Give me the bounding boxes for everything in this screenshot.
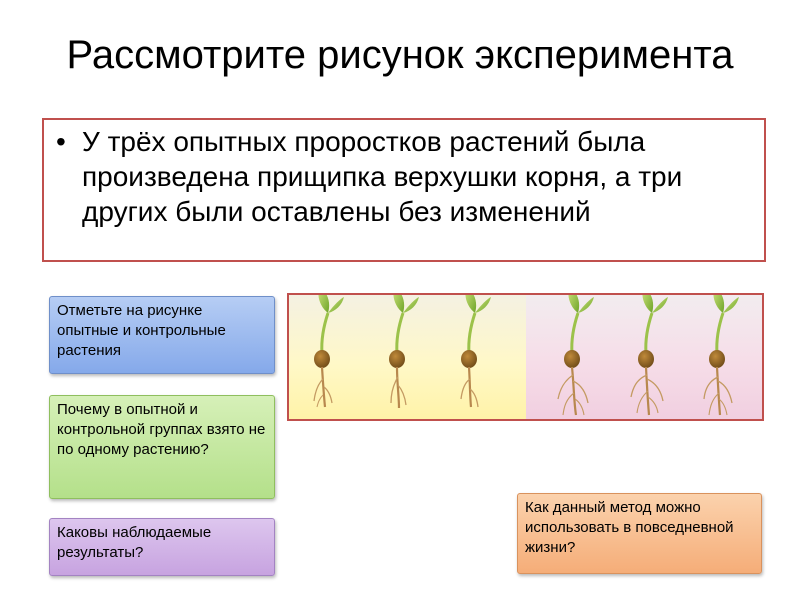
bullet-text: У трёх опытных проростков растений была произведена прищипка верхушки корня, а три других были оставлены без изменений [82,126,683,227]
bullet-dot-icon: • [56,126,66,157]
note-why-several-plants: Почему в опытной и контрольной группах взято не по одному растению? [49,395,275,499]
note-observed-results: Каковы наблюдаемые результаты? [49,518,275,576]
bullet-item [56,124,746,229]
seedlings-illustration [287,293,764,421]
note-mark-plants: Отметьте на рисунке опытные и контрольные растения [49,296,275,374]
slide-title: Рассмотрите рисунок эксперимента [66,33,734,77]
note-everyday-use: Как данный метод можно использовать в повседневной жизни? [517,493,762,574]
seedlings-picture [289,295,762,419]
